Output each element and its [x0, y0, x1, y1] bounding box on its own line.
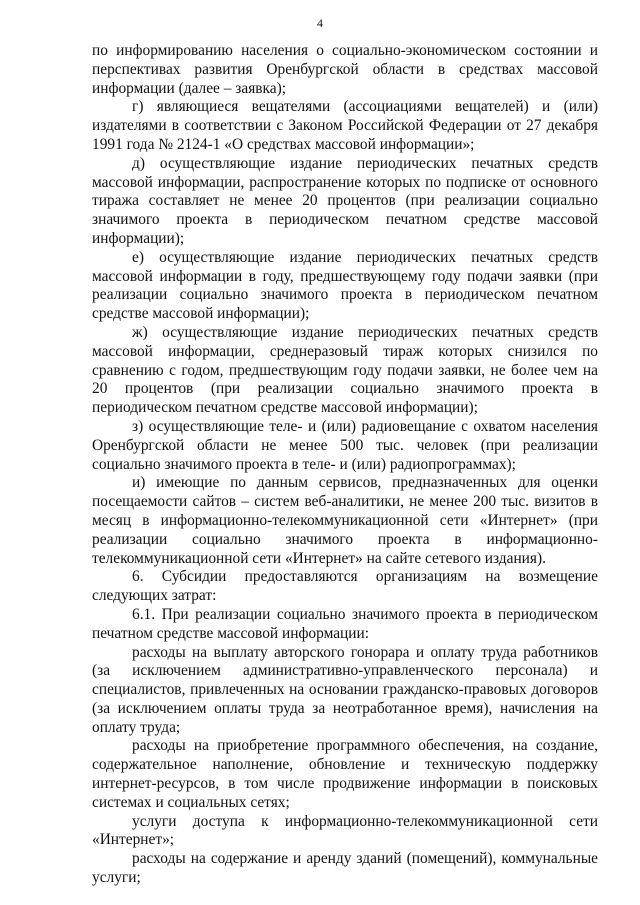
paragraph-item-g: г) являющиеся вещателями (ассоциациями вещателей) и (или) издателями в соответствии с Законом Российской Федерации от 27 декабря 1991 года № 2124-1 «О средствах массовой информации»;	[92, 98, 598, 153]
paragraph-item-z: з) осуществляющие теле- и (или) радиовещание с охватом населения Оренбургской области не менее 500 тыс. человек (при реализации социально значимого проекта в теле- и (или) радиопрограммах);	[92, 417, 598, 473]
paragraph-section-6-1: 6.1. При реализации социально значимого проекта в периодическом печатном средстве массовой информации:	[92, 605, 598, 642]
paragraph-expense-premises: расходы на содержание и аренду зданий (помещений), коммунальные услуги;	[92, 850, 598, 887]
paragraph-item-zh: ж) осуществляющие издание периодических печатных средств массовой информации, среднеразовый тираж которых снизился по сравнению с годом, предшествующим году подачи заявки, не более чем на 20 процентов (при реализации социально значимого проекта в периодическом печатном средстве массовой информации);	[92, 323, 598, 417]
paragraph-expense-fees: расходы на выплату авторского гонорара и оплату труда работников (за исключением административно-управленческого персонала) и специалистов, привлеченных на основании гражданско-правовых договоров (за исключением оплаты труда за неотработанное время), начисления на оплату труда;	[92, 643, 598, 736]
page-number: 4	[317, 16, 323, 30]
paragraph-item-i: и) имеющие по данным сервисов, предназначенных для оценки посещаемости сайтов – систем веб-аналитики, не менее 200 тыс. визитов в месяц в информационно-телекоммуникационной сети «Интернет» (при реализации социально значимого проекта в информационно-телекоммуникационной сети «Интернет» на сайте сетевого издания).	[92, 474, 598, 567]
paragraph-expense-software: расходы на приобретение программного обеспечения, на создание, содержательное наполнение, обновление и техническую поддержку интернет-ресурсов, в том числе продвижение информации в поисковых системах и социальных сетях;	[92, 737, 598, 811]
paragraph-continuation: по информированию населения о социально-экономическом состоянии и перспективах развития Оренбургской области в средствах массовой информации (далее – заявка);	[92, 42, 598, 97]
paragraph-expense-internet: услуги доступа к информационно-телекоммуникационной сети «Интернет»;	[92, 812, 598, 849]
paragraph-item-d: д) осуществляющие издание периодических печатных средств массовой информации, распространение которых по подписке от основного тиража составляет не менее 20 процентов (при реализации социально значимого проекта в периодическом печатном средстве массовой информации);	[92, 154, 598, 247]
paragraph-section-6: 6. Субсидии предоставляются организациям на возмещение следующих затрат:	[92, 568, 598, 605]
document-body	[92, 42, 598, 888]
paragraph-item-e: е) осуществляющие издание периодических печатных средств массовой информации в году, предшествующему году подачи заявки (при реализации социально значимого проекта в периодическом печатном средстве массовой информации);	[92, 248, 598, 323]
